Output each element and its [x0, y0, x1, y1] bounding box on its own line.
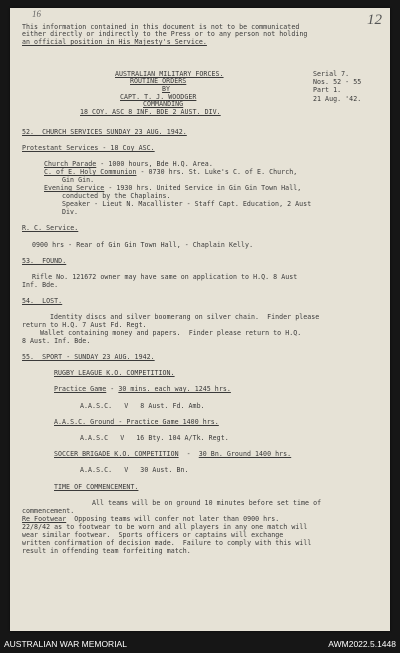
security-notice-line-1: This information contained in this document is not to be communicated [22, 23, 300, 31]
evening-service-line: Evening Service - 1930 hrs. United Service in Gin Gin Town Hall, [44, 184, 302, 192]
part-number: Part 1. [313, 86, 342, 94]
footwear-line-5: result in offending team forfeiting match. [22, 547, 191, 555]
match-aasc-vs-fd-amb: A.A.S.C. V 8 Aust. Fd. Amb. [80, 402, 205, 410]
archive-footer-bar [0, 637, 400, 653]
footwear-line-1: Re Footwear Opposing teams will confer not later than 0900 hrs. [22, 515, 280, 523]
header-line-2: ROUTINE ORDERS [130, 77, 187, 85]
section-52-title: 52. CHURCH SERVICES SUNDAY 23 AUG. 1942. [22, 128, 187, 136]
header-line-1: AUSTRALIAN MILITARY FORCES. [115, 70, 224, 78]
handwritten-page-number: 12 [367, 12, 382, 28]
evening-service-speaker: Speaker - Lieut N. Macallister - Staff Capt. Education, 2 Aust [62, 200, 312, 208]
order-date: 21 Aug. '42. [313, 95, 362, 103]
section-54-line-1: Identity discs and silver boomerang on silver chain. Finder please [50, 313, 320, 321]
rugby-league-title: RUGBY LEAGUE K.O. COMPETITION. [54, 369, 175, 377]
section-55-title: 55. SPORT - SUNDAY 23 AUG. 1942. [22, 353, 155, 361]
header-line-3: BY [162, 85, 171, 93]
rc-service-line: 0900 hrs - Rear of Gin Gin Town Hall, - Chaplain Kelly. [32, 241, 254, 249]
holy-communion-location: Gin Gin. [62, 176, 95, 184]
time-of-commencement-title: TIME OF COMMENCEMENT. [54, 483, 139, 491]
evening-service-speaker-cont: Div. [62, 208, 79, 216]
practice-game-line: Practice Game - 30 mins. each way. 1245 hrs. [54, 385, 231, 393]
footwear-line-2: 22/8/42 as to footwear to be worn and all players in any one match will [22, 523, 308, 531]
header-line-6: 18 COY. ASC 8 INF. BDE 2 AUST. DIV. [80, 108, 221, 116]
church-parade-line: Church Parade - 1000 hours, Bde H.Q. Area. [44, 160, 213, 168]
section-54-line-4: 8 Aust. Inf. Bde. [22, 337, 91, 345]
section-54-title: 54. LOST. [22, 297, 63, 305]
handwritten-mark: 16 [32, 9, 41, 19]
time-line-2: commencement. [22, 507, 75, 515]
section-53-line-2: Inf. Bde. [22, 281, 59, 289]
security-notice-line-3: an official position in His Majesty's Service. [22, 38, 207, 46]
soccer-title-line: SOCCER BRIGADE K.O. COMPETITION - 30 Bn. Ground 1400 hrs. [54, 450, 292, 458]
section-54-line-3: Wallet containing money and papers. Finder please return to H.Q. [40, 329, 302, 337]
section-53-line-1: Rifle No. 121672 owner may have same on application to H.Q. 8 Aust [32, 273, 298, 281]
section-54-line-2: return to H.Q. 7 Aust Fd. Regt. [22, 321, 147, 329]
security-notice-line-2: either directly or indirectly to the Press or to any person not holding [22, 30, 308, 38]
time-line-1: All teams will be on ground 10 minutes before set time of [92, 499, 322, 507]
header-line-5: COMMANDING [143, 100, 184, 108]
archive-reference: AWM2022.5.1448 [328, 639, 396, 649]
header-line-4: CAPT. T. J. WOODGER [120, 93, 197, 101]
section-53-title: 53. FOUND. [22, 257, 67, 265]
aasc-ground-line: A.A.S.C. Ground - Practice Game 1400 hrs. [54, 418, 219, 426]
rc-service-title: R. C. Service. [22, 224, 79, 232]
match-aasc-vs-16-bty: A.A.S.C V 16 Bty. 104 A/Tk. Regt. [80, 434, 229, 442]
archive-name: AUSTRALIAN WAR MEMORIAL [4, 639, 127, 649]
evening-service-conducted: conducted by the Chaplains. [62, 192, 171, 200]
order-numbers: Nos. 52 - 55 [313, 78, 362, 86]
footwear-line-4: written confirmation of decision made. Failure to comply with this will [22, 539, 312, 547]
document-page [10, 8, 390, 631]
holy-communion-line: C. of E. Holy Communion - 0730 hrs. St. Luke's C. of E. Church, [44, 168, 298, 176]
match-aasc-vs-30-bn: A.A.S.C. V 30 Aust. Bn. [80, 466, 189, 474]
footwear-line-3: wear similar footwear. Sports officers or captains will exchange [22, 531, 284, 539]
protestant-services-title: Protestant Services - 18 Coy ASC. [22, 144, 155, 152]
serial-number: Serial 7. [313, 70, 350, 78]
